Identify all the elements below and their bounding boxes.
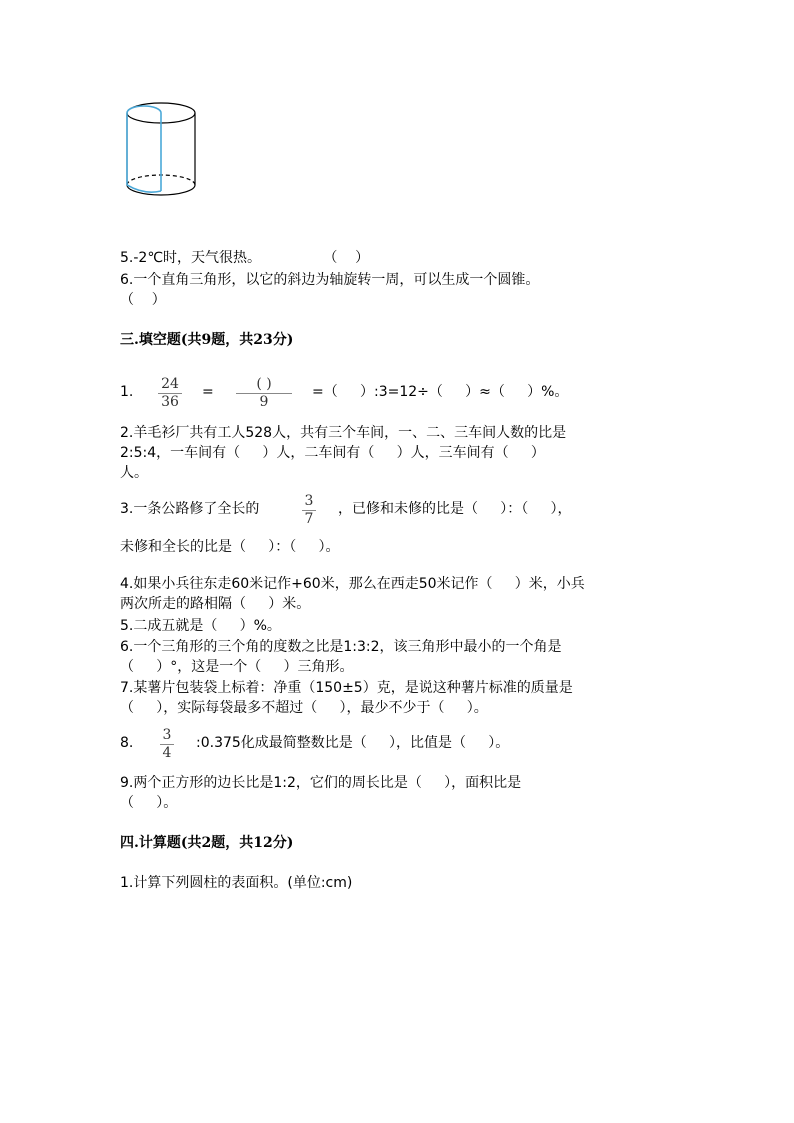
fraction-3-7	[302, 494, 316, 527]
question-5: 5.-2℃时，天气很热。 （ ）	[120, 250, 370, 266]
fill-6-line-1: 6.一个三角形的三个角的度数之比是1:3:2，该三角形中最小的一个角是	[120, 639, 562, 655]
fill-2-line-1: 2.羊毛衫厂共有工人528人，共有三个车间，一、二、三车间人数的比是	[120, 425, 567, 441]
fill-4-line-2: 两次所走的路相隔（ ）米。	[120, 596, 311, 612]
fill-2-line-2: 2:5:4，一车间有（ ）人，二车间有（ ）人，三车间有（ ）	[120, 445, 545, 461]
calc-1: 1.计算下列圆柱的表面积。(单位:cm)	[120, 875, 353, 891]
fraction-denominator: 9	[259, 394, 269, 410]
fraction-24-36	[158, 377, 182, 410]
fill-4-line-1: 4.如果小兵往东走60米记作+60米，那么在西走50米记作（ ）米，小兵	[120, 576, 585, 592]
question-6-text: 6.一个直角三角形，以它的斜边为轴旋转一周，可以生成一个圆锥。	[120, 272, 540, 288]
fill-2-line-3: 人。	[120, 465, 148, 481]
fill-9-line-2: （ ）。	[120, 795, 178, 811]
fraction-3-4	[160, 728, 174, 761]
fill-1-prefix: 1.	[120, 384, 134, 400]
fraction-denominator: 7	[304, 511, 314, 527]
fill-7-line-2: （ ），实际每袋最多不超过（ ），最少不少于（ ）。	[120, 700, 488, 716]
question-6-answer-blank: （ ）	[120, 292, 166, 308]
fill-9-line-1: 9.两个正方形的边长比是1:2，它们的周长比是（ ），面积比是	[120, 775, 522, 791]
fraction-numerator: 24	[161, 376, 179, 392]
fill-3-line-2: 未修和全长的比是（ ）：（ ）。	[120, 539, 340, 555]
fraction-numerator: 3	[304, 493, 314, 509]
fill-3-prefix: 3.一条公路修了全长的	[120, 501, 260, 517]
fraction-blank-9	[236, 377, 292, 410]
fill-8-rest: :0.375化成最简整数比是（ ），比值是（ ）。	[196, 735, 510, 751]
section-3-title: 三.填空题(共9题，共23分)	[120, 332, 294, 348]
fill-1-rest: =（ ）:3=12÷（ ）≈（ ）%。	[312, 384, 569, 400]
fill-7-line-1: 7.某薯片包装袋上标着：净重（150±5）克，是说这种薯片标准的质量是	[120, 680, 573, 696]
section-4-title: 四.计算题(共2题，共12分)	[120, 835, 294, 851]
cylinder-highlight-bottom	[127, 185, 161, 192]
fraction-numerator-blank: ( )	[256, 376, 272, 392]
fraction-denominator: 4	[162, 745, 172, 761]
fill-1-equals: =	[202, 384, 214, 400]
cylinder-figure	[118, 96, 204, 212]
fill-5: 5.二成五就是（ ）%。	[120, 618, 281, 634]
fraction-denominator: 36	[161, 394, 179, 410]
fraction-numerator: 3	[162, 727, 172, 743]
fill-3-rest: ，已修和未修的比是（ ）：（ ），	[338, 501, 572, 517]
fill-8-prefix: 8.	[120, 735, 134, 751]
fill-6-line-2: （ ）°，这是一个（ ）三角形。	[120, 659, 354, 675]
